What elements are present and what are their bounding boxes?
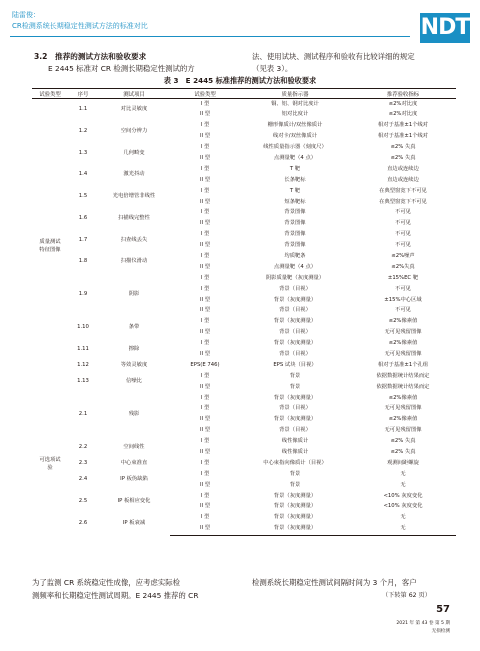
- table-row: [32, 164, 456, 175]
- test-type: I 型: [200, 122, 210, 129]
- standards-table: [32, 88, 456, 536]
- table-caption: 表 3 E 2445 标准推荐的测试方法和验收要求: [163, 76, 317, 85]
- acceptance-criterion: 无可见残留图像: [384, 405, 422, 412]
- table-row: [32, 371, 456, 382]
- quality-indicator: T 靶: [289, 165, 301, 172]
- test-type: II 型: [199, 242, 211, 249]
- test-type: I 型: [200, 100, 210, 107]
- page-number: 57: [436, 604, 450, 615]
- acceptance-criterion: 相对于基准±1个线对: [377, 122, 429, 129]
- acceptance-criterion: 无: [400, 514, 406, 521]
- col-header: 推荐验收指标: [350, 89, 456, 99]
- row-number: 2.5: [78, 498, 88, 505]
- acceptance-criterion: 不可见: [395, 285, 411, 292]
- quality-indicator: 长条靶标: [284, 176, 306, 183]
- test-item: 擦除: [128, 345, 140, 352]
- test-item: 空间分辨力: [120, 127, 148, 134]
- paragraph-right-line2: （见表 3）。: [252, 64, 293, 73]
- quality-indicator: 背景图像: [284, 231, 306, 238]
- quality-indicator: 点测量靶（4 点）: [273, 263, 317, 270]
- test-type: I 型: [200, 405, 210, 412]
- acceptance-criterion: ≤2%像素值: [388, 318, 418, 325]
- row-number: 1.11: [77, 345, 89, 352]
- journal-issue: 2021 年 第 43 卷 第 5 期: [396, 621, 450, 626]
- test-item: 扫描线完整性: [118, 214, 150, 221]
- header-title: CR检测系统长期稳定性测试方法的标准对比: [12, 22, 148, 30]
- row-number: 1.4: [78, 171, 88, 178]
- header-divider: [10, 36, 410, 37]
- test-type: II 型: [199, 220, 211, 227]
- acceptance-criterion: 依据数据统计结果而定: [376, 383, 430, 390]
- quality-indicator: 背景: [289, 470, 301, 477]
- quality-indicator: 线性质量指示器（刻度尺）: [263, 144, 327, 151]
- quality-indicator: 背景（灰度测量）: [273, 296, 317, 303]
- test-type: II 型: [199, 176, 211, 183]
- test-type: II 型: [199, 133, 211, 140]
- test-type: I 型: [200, 459, 210, 466]
- col-header: 质量指示器: [240, 89, 350, 99]
- test-type: II 型: [199, 329, 211, 336]
- acceptance-criterion: 在典型窗宽下不可见: [379, 187, 427, 194]
- quality-indicator: 背景图像: [284, 220, 306, 227]
- acceptance-criterion: ≤2% 失真: [390, 144, 416, 151]
- row-number: 1.13: [77, 378, 89, 385]
- test-item: 残影: [128, 410, 140, 417]
- acceptance-criterion: 不可见: [395, 307, 411, 314]
- test-type: I 型: [200, 514, 210, 521]
- test-type: II 型: [199, 427, 211, 434]
- quality-indicator: 栅形像质计/双丝像质计: [267, 122, 323, 129]
- test-type: II 型: [199, 449, 211, 456]
- table-row: [32, 230, 456, 241]
- test-type: II 型: [199, 416, 211, 423]
- test-item: 扫查线丢失: [120, 236, 148, 243]
- acceptance-criterion: ≤2%对比度: [388, 100, 418, 107]
- test-type: I 型: [200, 340, 210, 347]
- row-number: 1.2: [78, 127, 88, 134]
- group-label-usability: 可选项试验: [39, 456, 61, 472]
- col-header: 试验类型: [32, 89, 68, 99]
- test-item: IP 板衰减: [122, 520, 146, 527]
- quality-indicator: 均质靶条: [284, 253, 306, 259]
- acceptance-criterion: ≤2% 失真: [390, 154, 416, 161]
- table-row: [32, 458, 456, 469]
- test-type: I 型: [200, 231, 210, 238]
- table-row: [32, 208, 456, 219]
- test-type: I 型: [200, 438, 210, 445]
- quality-indicator: 背景（灰度测量）: [273, 340, 317, 347]
- quality-indicator: 线性像质计: [281, 449, 309, 456]
- test-type: I 型: [200, 144, 210, 151]
- quality-indicator: 背景（目视）: [279, 427, 311, 434]
- table-row: [32, 99, 456, 110]
- bottom-left-line2: 测频率和长期稳定性测试周期。E 2445 推荐的 CR: [32, 591, 199, 600]
- quality-indicator: 背景（目视）: [279, 307, 311, 314]
- acceptance-criterion: 观测间距螺旋: [387, 459, 419, 466]
- acceptance-criterion: ≤2% 失真: [390, 438, 416, 445]
- table-row: [32, 437, 456, 448]
- quality-indicator: 短条靶标: [284, 198, 306, 205]
- acceptance-criterion: 无可见残留图像: [384, 329, 422, 336]
- acceptance-criterion: ±15%EC 靶: [387, 274, 419, 281]
- test-item: IP 板相应变化: [117, 498, 151, 505]
- row-number: 2.3: [78, 459, 88, 466]
- quality-indicator: 背景（灰度测量）: [273, 416, 317, 423]
- col-header: 序号: [68, 89, 98, 99]
- row-number: 1.6: [78, 214, 88, 221]
- test-item: 等效灵敏度: [120, 361, 148, 368]
- header-author: 陆雷俊：: [12, 11, 40, 19]
- acceptance-criterion: 不可见: [395, 209, 411, 216]
- acceptance-criterion: 相对于基准±1个孔组: [377, 361, 429, 368]
- quality-indicator: 阴影质量靶（灰度测量）: [265, 274, 325, 281]
- table-row: [32, 121, 456, 132]
- quality-indicator: 背景（灰度测量）: [273, 394, 317, 401]
- table-row: [32, 491, 456, 502]
- acceptance-criterion: 相对于基准±1个线对: [377, 133, 429, 140]
- acceptance-criterion: 不可见: [395, 242, 411, 249]
- acceptance-criterion: 无: [400, 481, 406, 488]
- acceptance-criterion: ≤2%失真: [391, 263, 415, 270]
- row-number: 1.1: [78, 105, 88, 112]
- journal-logo: NDT: [420, 13, 470, 43]
- row-number: 2.4: [78, 476, 88, 483]
- test-type: I 型: [200, 165, 210, 172]
- acceptance-criterion: 依据数据统计结果而定: [376, 372, 430, 379]
- test-item: 对比灵敏度: [120, 105, 148, 112]
- quality-indicator: 背景: [289, 383, 301, 390]
- paragraph-right-line1: 法、使用试块、测试程序和验收有比较详细的规定: [252, 52, 415, 61]
- acceptance-criterion: 无可见残留图像: [384, 427, 422, 434]
- col-header: 试验类型: [170, 89, 240, 99]
- quality-indicator: 背景（灰度测量）: [273, 503, 317, 510]
- test-type: II 型: [199, 198, 211, 205]
- test-type: I 型: [200, 209, 210, 216]
- test-item: 扫描仪滑动: [120, 258, 148, 265]
- acceptance-criterion: 不可见: [395, 220, 411, 227]
- test-type: I 型: [200, 253, 210, 259]
- row-number: 1.5: [78, 193, 88, 200]
- col-header: 测试项目: [98, 89, 170, 99]
- row-number: 1.9: [78, 291, 88, 298]
- acceptance-criterion: 在典型窗宽下不可见: [379, 198, 427, 205]
- acceptance-criterion: ±15%中心区域: [384, 296, 422, 303]
- quality-indicator: 线性像质计: [281, 438, 309, 445]
- acceptance-criterion: 直边或连续边: [387, 165, 419, 172]
- continued-note: （下转第 62 页）: [382, 592, 431, 599]
- test-type: II 型: [199, 154, 211, 161]
- test-item: IP 板伪缺陷: [120, 476, 148, 483]
- bottom-right-line1: 检测系统长期稳定性测试间隔时间为 3 个月，客户: [252, 578, 417, 587]
- acceptance-criterion: 无: [350, 524, 456, 535]
- test-item: 条带: [128, 323, 140, 330]
- journal-name: 无损检测: [431, 629, 450, 634]
- quality-indicator: 铜、铝、钢对比度计: [271, 100, 319, 107]
- quality-indicator: 背景: [289, 481, 301, 488]
- acceptance-criterion: 不可见: [395, 231, 411, 238]
- test-type: I 型: [200, 318, 210, 325]
- test-type: II 型: [199, 307, 211, 314]
- test-type: II 型: [199, 296, 211, 303]
- row-number: 1.10: [77, 323, 89, 330]
- table-row: [32, 143, 456, 154]
- test-item: 信噪比: [126, 378, 142, 385]
- quality-indicator: 中心束指向像质计（目视）: [263, 459, 327, 466]
- table-row: [32, 469, 456, 480]
- acceptance-criterion: ≤2% 失真: [390, 449, 416, 456]
- quality-indicator: 背景（灰度测量）: [273, 492, 317, 499]
- test-type: II 型: [199, 351, 211, 358]
- section-heading: 3.2 推荐的测试方法和验收要求: [34, 52, 147, 61]
- quality-indicator: 背景（灰度测量）: [240, 524, 350, 535]
- test-type: II 型: [199, 263, 211, 270]
- quality-indicator: 背景（灰度测量）: [273, 318, 317, 325]
- test-type: II 型: [199, 111, 211, 118]
- test-type: I 型: [200, 492, 210, 499]
- acceptance-criterion: ≤2%对比度: [388, 111, 418, 118]
- quality-indicator: 背景（目视）: [279, 329, 311, 336]
- row-number: 2.2: [78, 443, 88, 450]
- table-row: [32, 393, 456, 404]
- test-item: 阴影: [128, 291, 140, 298]
- table-row: [32, 186, 456, 197]
- quality-indicator: 铝对比度计: [281, 111, 309, 118]
- test-item: 中心束准直: [120, 459, 148, 466]
- acceptance-criterion: 无可见残留图像: [384, 351, 422, 358]
- quality-indicator: 背景图像: [284, 209, 306, 216]
- test-type: I 型: [200, 187, 210, 194]
- test-type: II 型: [199, 383, 211, 390]
- test-item: 光电倍增管非线性: [112, 193, 156, 200]
- acceptance-criterion: ≤2%噪声: [391, 253, 415, 259]
- table-row: [32, 273, 456, 284]
- test-type: II 型: [199, 503, 211, 510]
- quality-indicator: 背景（目视）: [279, 285, 311, 292]
- quality-indicator: 背景（灰度测量）: [273, 514, 317, 521]
- row-number: 1.12: [77, 361, 89, 368]
- acceptance-criterion: 直边或连续边: [387, 176, 419, 183]
- row-number: 1.7: [78, 236, 88, 243]
- test-item: 几何畸变: [123, 149, 145, 156]
- group-label-quality: 质量测试特征图像: [39, 238, 61, 254]
- test-type: I 型: [200, 470, 210, 477]
- table-row: [32, 317, 456, 328]
- test-type: I 型: [200, 372, 210, 379]
- table-row: [32, 513, 456, 524]
- test-type: II 型: [170, 524, 240, 535]
- test-type: I 型: [200, 394, 210, 401]
- test-type: I 型: [200, 274, 210, 281]
- table-header-row: [32, 89, 456, 99]
- row-number: 2.1: [78, 410, 88, 417]
- paragraph-left: E 2445 标准对 CR 检测长期稳定性测试的方: [48, 64, 195, 73]
- table-row: [32, 251, 456, 262]
- acceptance-criterion: ≤2%像素值: [388, 340, 418, 347]
- table-row: [32, 339, 456, 350]
- acceptance-criterion: <10% 灰度变化: [383, 503, 423, 510]
- test-item: 空间线性: [123, 443, 145, 450]
- test-item: 激光抖动: [123, 171, 145, 178]
- quality-indicator: 背景（目视）: [279, 351, 311, 358]
- quality-indicator: 背景图像: [284, 242, 306, 249]
- row-number: 1.8: [78, 258, 88, 265]
- table-row: [32, 360, 456, 371]
- row-number: 1.3: [78, 149, 88, 156]
- quality-indicator: T 靶: [289, 187, 301, 194]
- test-type: I 型: [200, 285, 210, 292]
- acceptance-criterion: <10% 灰度变化: [383, 492, 423, 499]
- quality-indicator: 背景: [289, 372, 301, 379]
- quality-indicator: 背景（目视）: [279, 405, 311, 412]
- quality-indicator: EPS 试块（目视）: [273, 361, 317, 368]
- quality-indicator: 点测量靶（4 点）: [273, 154, 317, 161]
- test-type: II 型: [199, 481, 211, 488]
- test-type: EPS(E 746): [190, 361, 220, 368]
- bottom-left-line1: 为了监测 CR 系统稳定性成像，应考虑实际检: [32, 578, 181, 587]
- acceptance-criterion: ≤2%像素值: [388, 416, 418, 423]
- quality-indicator: 线对卡/双丝像质计: [272, 133, 318, 140]
- acceptance-criterion: ≤2%像素值: [388, 394, 418, 401]
- acceptance-criterion: 无: [400, 470, 406, 477]
- row-number: 2.6: [78, 520, 88, 527]
